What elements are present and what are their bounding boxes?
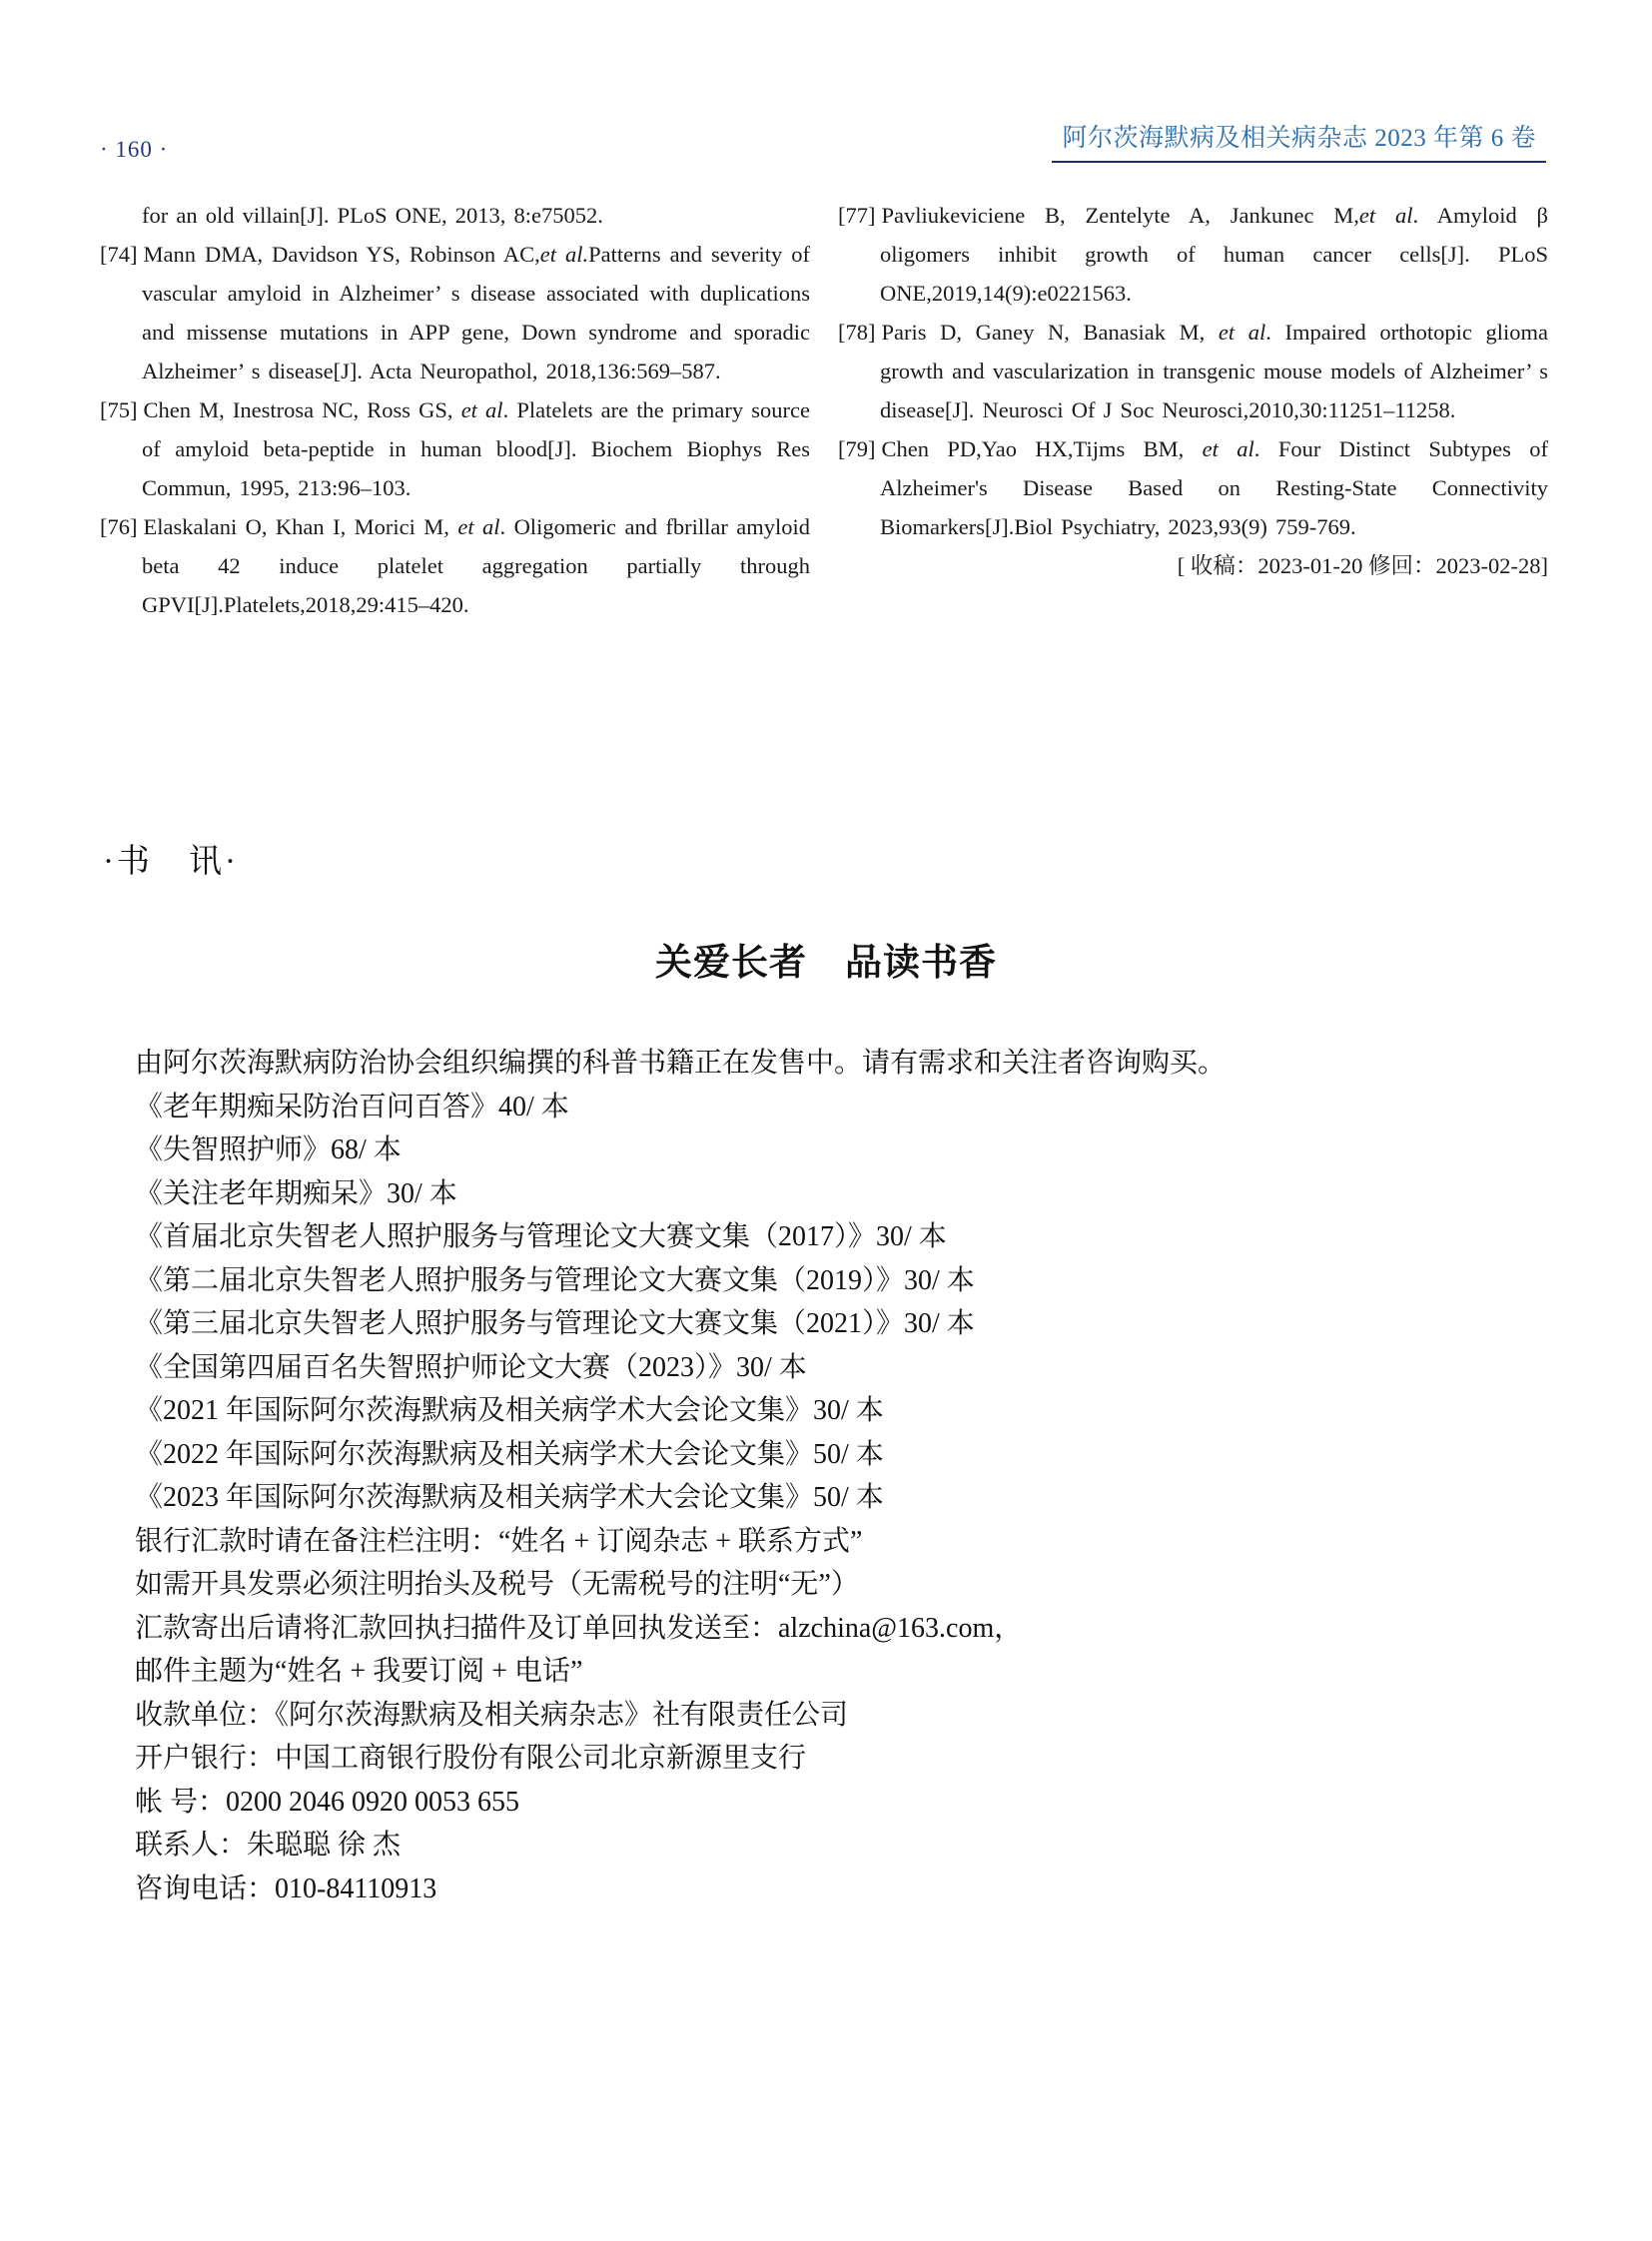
reference-et-al: et al	[457, 514, 500, 539]
book-news-line: 银行汇款时请在备注栏注明：“姓名 + 订阅杂志 + 联系方式”	[135, 1525, 863, 1557]
reference-item	[838, 313, 1548, 429]
book-news-line: 《关注老年期痴呆》30/ 本	[135, 1177, 457, 1209]
reference-text: Patterns and severity of vascular amyloid in Alzheimer’ s disease associated with duplications and missense mutations in APP gene, Down syndrome and sporadic Alzheimer’ s disease[J]. Acta Neuropathol, 2018,136:569–587.	[142, 242, 810, 383]
running-head	[100, 118, 1546, 163]
reference-text: . Four Distinct Subtypes of Alzheimer's Disease Based on Resting-State Connectivity Biomarkers[J].Biol Psychiatry, 2023,93(9) 759-769.	[880, 436, 1548, 539]
reference-et-al: et al.	[539, 242, 589, 267]
book-news-line: 收款单位：《阿尔茨海默病及相关病杂志》社有限责任公司	[135, 1699, 849, 1731]
reference-text: Pavliukeviciene B, Zentelyte A, Jankunec M,	[881, 203, 1359, 228]
reference-text: . Oligomeric and fbrillar amyloid beta 42 induce platelet aggregation partially through GPVI[J].Platelets,2018,29:415–420.	[142, 514, 810, 617]
reference-number: [76]	[100, 514, 138, 539]
book-news-line: 如需开具发票必须注明抬头及税号（无需税号的注明“无”）	[135, 1569, 859, 1600]
reference-et-al: et al	[1218, 320, 1266, 345]
reference-item	[100, 235, 810, 390]
reference-number: [74]	[100, 242, 138, 267]
book-news-line: 汇款寄出后请将汇款回执扫描件及订单回执发送至：alzchina@163.com，	[135, 1612, 1023, 1644]
book-news-section	[0, 835, 1652, 1910]
reference-item	[838, 196, 1548, 313]
book-news-line: 《第三届北京失智老人照护服务与管理论文大赛文集（2021）》30/ 本	[135, 1308, 975, 1339]
references-left-column	[100, 196, 810, 624]
reference-text: Mann DMA, Davidson YS, Robinson AC,	[143, 242, 540, 267]
reference-item	[100, 507, 810, 624]
reference-et-al: et al	[460, 397, 503, 422]
reference-item	[838, 429, 1548, 546]
reference-text: Chen M, Inestrosa NC, Ross GS,	[143, 397, 461, 422]
reference-text: . Impaired orthotopic glioma growth and vascularization in transgenic mouse models of Alzheimer’ s disease[J]. Neurosci Of J Soc Neurosci,2010,30:11251–11258.	[880, 320, 1548, 422]
references-section	[100, 196, 1548, 624]
book-news-title: 关爱长者 品读书香	[655, 942, 997, 983]
journal-title: 阿尔茨海默病及相关病杂志 2023 年第 6 卷	[1052, 118, 1546, 163]
book-news-line: 帐 号：0200 2046 0920 0053 655	[135, 1786, 520, 1818]
received-revised-dates: [ 收稿：2023-01-20 修回：2023-02-28]	[1177, 553, 1548, 578]
book-news-line: 由阿尔茨海默病防治协会组织编撰的科普书籍正在发售中。请有需求和关注者咨询购买。	[135, 1048, 1227, 1079]
book-news-line: 《首届北京失智老人照护服务与管理论文大赛文集（2017）》30/ 本	[135, 1221, 947, 1252]
book-news-line: 《2022 年国际阿尔茨海默病及相关病学术大会论文集》50/ 本	[135, 1438, 884, 1470]
reference-et-al: et al	[1358, 203, 1413, 228]
reference-item	[100, 196, 810, 235]
book-news-line: 邮件主题为“姓名 + 我要订阅 + 电话”	[135, 1656, 583, 1687]
reference-text: . Platelets are the primary source of amyloid beta-peptide in human blood[J]. Biochem Biophys Res Commun, 1995, 213:96–103.	[142, 397, 810, 500]
reference-number: [75]	[100, 397, 138, 422]
book-news-line: 《2021 年国际阿尔茨海默病及相关病学术大会论文集》30/ 本	[135, 1395, 884, 1426]
book-news-line: 联系人：朱聪聪 徐 杰	[135, 1830, 402, 1861]
references-right-column	[838, 196, 1548, 624]
book-news-line: 《2023 年国际阿尔茨海默病及相关病学术大会论文集》50/ 本	[135, 1482, 884, 1513]
reference-number: [77]	[838, 203, 876, 228]
reference-text: Elaskalani O, Khan I, Morici M,	[143, 514, 458, 539]
reference-et-al: et al	[1202, 436, 1254, 461]
reference-text: Chen PD,Yao HX,Tijms BM,	[881, 436, 1203, 461]
book-news-body	[135, 1042, 1502, 1910]
book-news-line: 《第二届北京失智老人照护服务与管理论文大赛文集（2019）》30/ 本	[135, 1264, 975, 1296]
reference-item	[100, 390, 810, 507]
book-news-line: 《老年期痴呆防治百问百答》40/ 本	[135, 1091, 569, 1122]
book-news-section-label: ·书 讯·	[103, 844, 239, 880]
reference-text: for an old villain[J]. PLoS ONE, 2013, 8:e75052.	[142, 203, 603, 228]
reference-number: [78]	[838, 320, 876, 345]
reference-text: Paris D, Ganey N, Banasiak M,	[881, 320, 1219, 345]
book-news-line: 咨询电话：010-84110913	[135, 1872, 437, 1904]
book-news-line: 《失智照护师》68/ 本	[135, 1134, 402, 1165]
book-news-line: 开户银行：中国工商银行股份有限公司北京新源里支行	[135, 1743, 807, 1774]
references-right-list	[838, 196, 1548, 546]
page-number: · 160 ·	[100, 137, 169, 162]
book-news-line: 《全国第四届百名失智照护师论文大赛（2023）》30/ 本	[135, 1351, 807, 1383]
reference-number: [79]	[838, 436, 876, 461]
reference-text: . Amyloid β oligomers inhibit growth of human cancer cells[J]. PLoS ONE,2019,14(9):e0221563.	[880, 203, 1548, 306]
